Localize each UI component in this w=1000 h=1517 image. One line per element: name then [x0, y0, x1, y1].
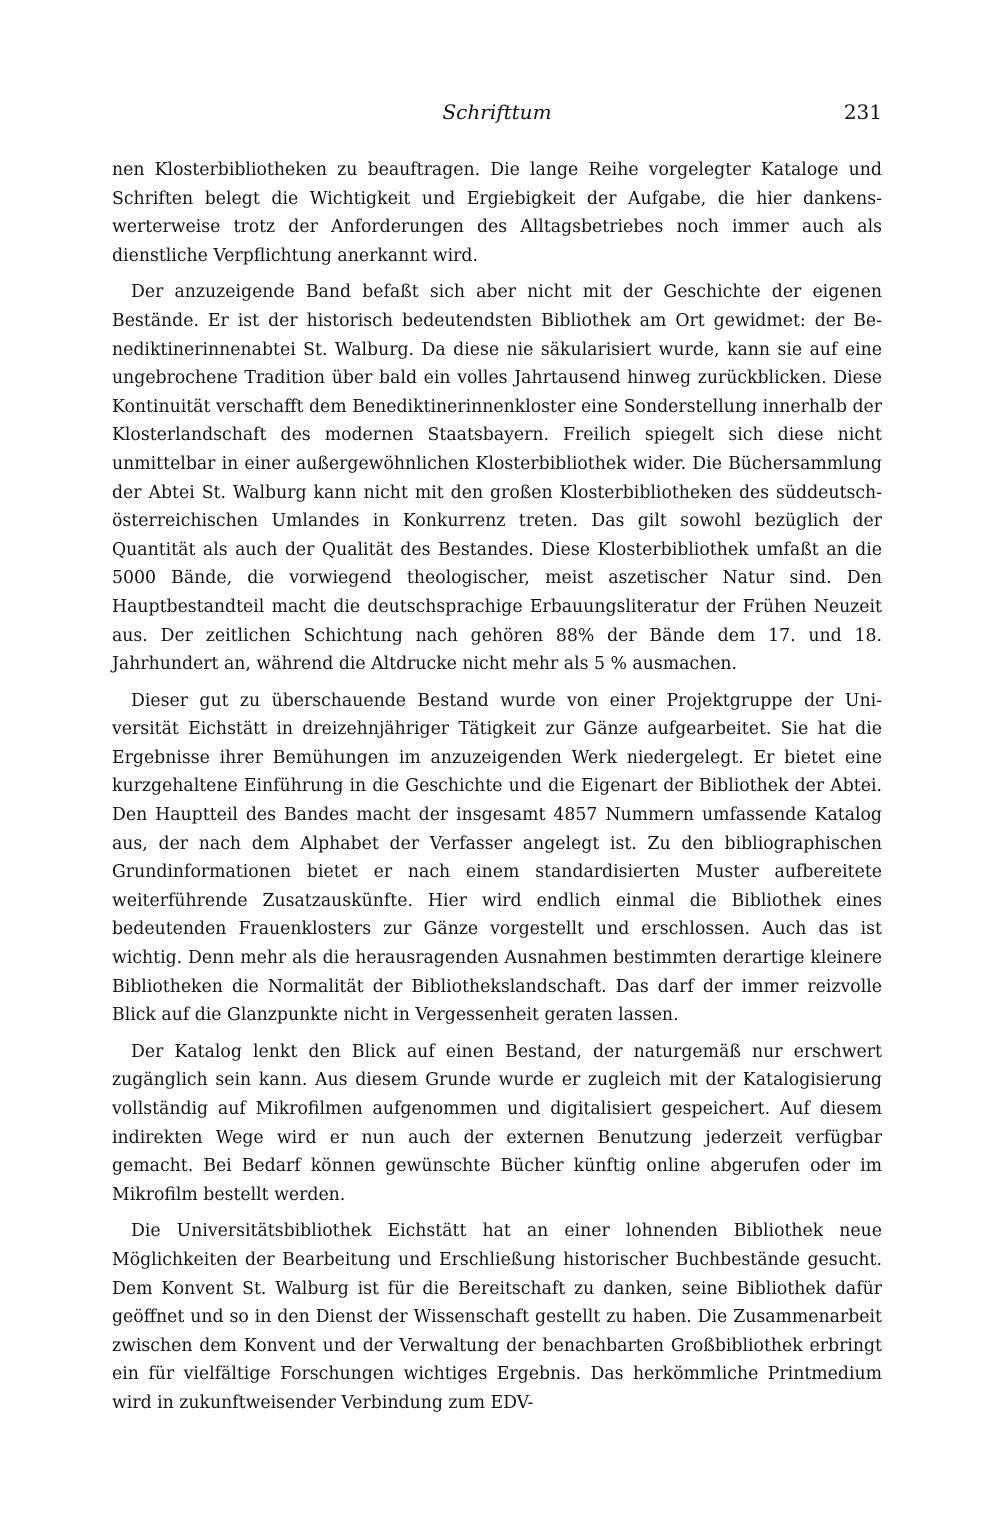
paragraph-1: nen Klosterbibliotheken zu beauftragen. Die lange Reihe vorgelegter Kataloge und Schriften belegt die Wichtigkeit und Ergiebigkeit der Aufgabe, die hier dankenswerterweise trotz der Anforderungen des Alltagsbetriebes noch immer auch als dienstliche Verpflichtung anerkannt wird.	[112, 160, 882, 266]
body-text	[112, 156, 882, 1426]
paragraph-4: Der Katalog lenkt den Blick auf einen Bestand, der naturgemäß nur erschwert zugänglich sein kann. Aus diesem Grunde wurde er zugleich mit der Katalogisierung vollständig auf Mikrofilmen aufgenommen und digitalisiert gespeichert. Auf diesem indirekten Wege wird er nun auch der externen Benutzung jederzeit verfügbar gemacht. Bei Bedarf können gewünschte Bücher künftig online abgerufen oder im Mikrofilm bestellt werden.	[112, 1041, 882, 1205]
running-head	[112, 100, 882, 130]
paragraph-5: Die Universitätsbibliothek Eichstätt hat an einer lohnenden Bibliothek neue Möglichkeiten der Bearbeitung und Erschließung historischer Buchbestände gesucht. Dem Konvent St. Walburg ist für die Bereitschaft zu danken, seine Bibliothek dafür geöffnet und so in den Dienst der Wissenschaft gestellt zu haben. Die Zusammenarbeit zwischen dem Konvent und der Verwaltung der benachbarten Großbibliothek erbringt ein für vielfältige Forschungen wichtiges Ergebnis. Das herkömmliche Printmedium wird in zukunftweisender Verbindung zum EDV-	[112, 1221, 882, 1413]
paragraph-3: Dieser gut zu überschauende Bestand wurde von einer Projektgruppe der Universität Eichstätt in dreizehnjähriger Tätigkeit zur Gänze aufgearbeitet. Sie hat die Ergebnisse ihrer Bemühungen im anzuzeigenden Werk niedergelegt. Er bietet eine kurzgehaltene Einführung in die Geschichte und die Eigenart der Bibliothek der Abtei. Den Hauptteil des Bandes macht der insgesamt 4857 Nummern umfassende Katalog aus, der nach dem Alphabet der Verfasser angelegt ist. Zu den bibliographischen Grundinformationen bietet er nach einem standardisierten Muster aufbereitete weiterführende Zusatzauskünfte. Hier wird endlich einmal die Bibliothek eines bedeutenden Frauenklosters zur Gänze vorgestellt und erschlossen. Auch das ist wichtig. Denn mehr als die herausragenden Ausnahmen bestimmten derartige kleinere Bibliotheken die Normalität der Bibliothekslandschaft. Das darf der immer reizvolle Blick auf die Glanzpunkte nicht in Vergessenheit geraten lassen.	[112, 690, 882, 1026]
running-title: Schrifttum	[442, 100, 552, 124]
page-number: 231	[843, 100, 882, 124]
paragraph-2: Der anzuzeigende Band befaßt sich aber nicht mit der Geschichte der eigenen Bestände. Er ist der historisch bedeutendsten Bibliothek am Ort gewidmet: der Benediktinerinnenabtei St. Walburg. Da diese nie säkularisiert wurde, kann sie auf eine ungebrochene Tradition über bald ein volles Jahrtausend hinweg zurückblicken. Diese Kontinuität verschafft dem Benediktinerinnenkloster eine Sonderstellung innerhalb der Klosterlandschaft des modernen Staatsbayern. Freilich spiegelt sich diese nicht unmittelbar in einer außergewöhnlichen Klosterbibliothek wider. Die Büchersammlung der Abtei St. Walburg kann nicht mit den großen Klosterbibliotheken des süddeutsch-österreichischen Umlandes in Konkurrenz treten. Das gilt sowohl bezüglich der Quantität als auch der Qualität des Bestandes. Diese Klosterbibliothek umfaßt an die 5000 Bände, die vorwiegend theologischer, meist aszetischer Natur sind. Den Hauptbestandteil macht die deutschsprachige Erbauungsliteratur der Frühen Neuzeit aus. Der zeitlichen Schichtung nach gehören 88% der Bände dem 17. und 18. Jahrhundert an, während die Altdrucke nicht mehr als 5 % ausmachen.	[112, 282, 882, 675]
